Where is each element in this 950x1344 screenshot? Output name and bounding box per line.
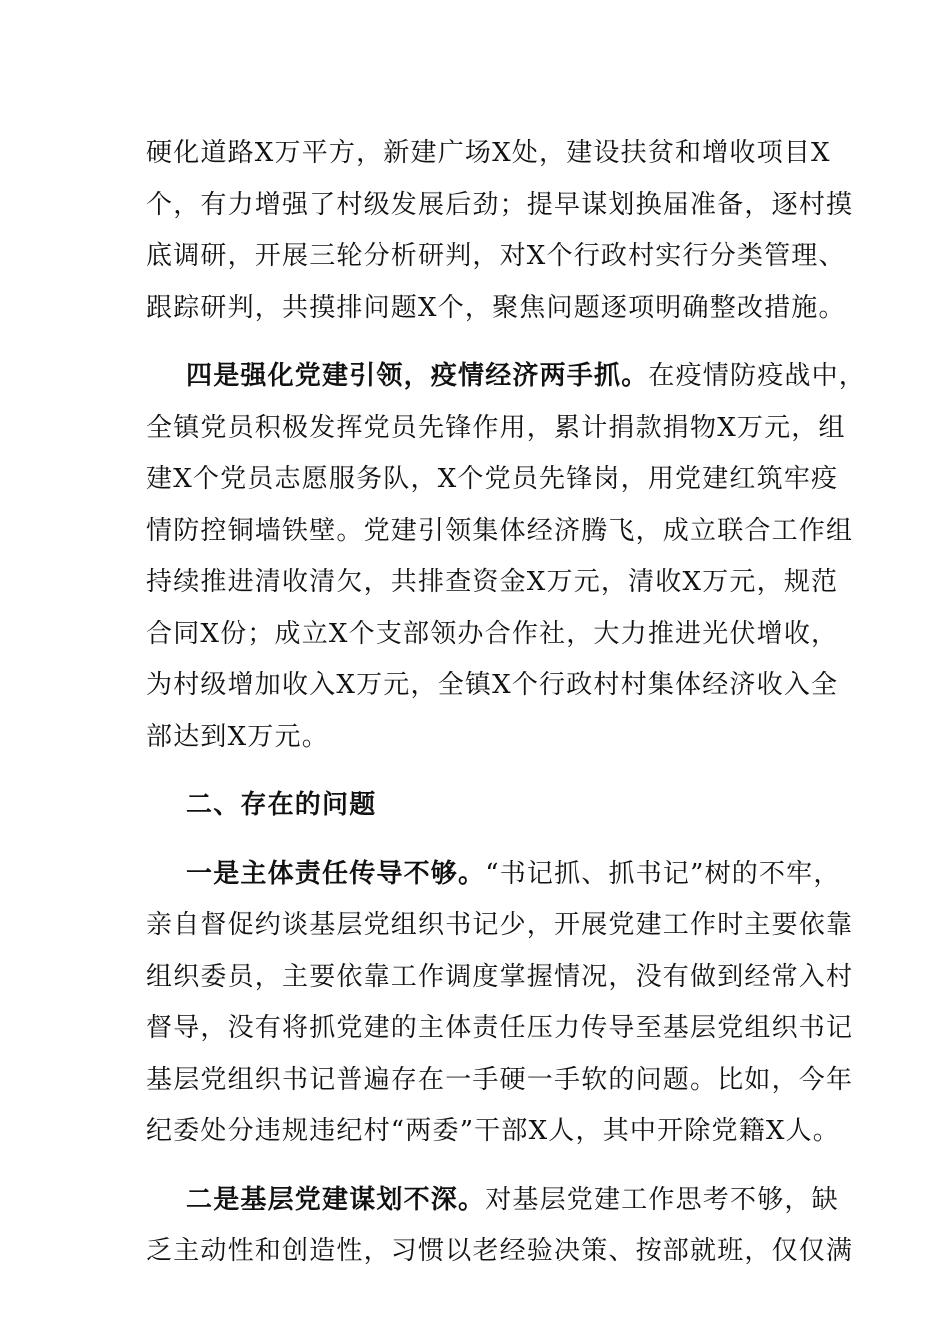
paragraph-continuation [146, 128, 854, 334]
text-line: 个，有力增强了村级发展后劲；提早谋划换届准备，逐村摸 [146, 189, 854, 220]
text-line: 持续推进清收清欠，共排查资金X万元，清收X万元，规范 [146, 567, 839, 597]
text-line: 情防控铜墙铁壁。党建引领集体经济腾飞，成立联合工作组 [146, 515, 854, 546]
document-body [146, 128, 867, 1278]
text-line: 督导，没有将抓党建的主体责任压力传导至基层党组织书记 [146, 1013, 854, 1043]
paragraph-first-line [146, 849, 841, 901]
text-line: 纪委处分违规违纪村“两委”干部X人，其中开除党籍X人。 [146, 1116, 841, 1146]
paragraph-point-two [146, 1175, 854, 1278]
text-line: 基层党组织书记普遍存在一手硬一手软的问题。比如，今年 [146, 1064, 854, 1095]
paragraph-first-line [146, 1175, 839, 1227]
text-line: 为村级增加收入X万元，全镇X个行政村村集体经济收入全 [146, 670, 839, 700]
paragraph-heading: 二是基层党建谋划不深。 [186, 1184, 486, 1215]
paragraph-point-four [146, 351, 867, 763]
text-line: 跟踪研判，共摸排问题X个，聚焦问题逐项明确整改措施。 [146, 292, 846, 323]
paragraph-heading: 四是强化党建引领，疫情经济两手抓。 [186, 361, 649, 391]
paragraph-point-one [146, 849, 854, 1158]
text-run: 在疫情防疫战中， [648, 361, 867, 391]
text-line: 底调研，开展三轮分析研判，对X个行政村实行分类管理、 [146, 241, 846, 271]
text-line: 部达到X万元。 [146, 721, 329, 752]
text-run: 对基层党建工作思考不够，缺 [485, 1184, 839, 1215]
text-line: 亲自督促约谈基层党组织书记少，开展党建工作时主要依靠 [146, 910, 854, 940]
text-run: “书记抓、抓书记”树的不牢， [485, 858, 841, 889]
text-line: 全镇党员积极发挥党员先锋作用，累计捐款捐物X万元，组 [146, 412, 846, 443]
section-title: 二、存在的问题 [186, 790, 377, 820]
text-line: 组织委员，主要依靠工作调度掌握情况，没有做到经常入村 [146, 961, 854, 992]
text-line: 建X个党员志愿服务队，X个党员先锋岗，用党建红筑牢疫 [146, 464, 839, 494]
text-line: 硬化道路X万平方，新建广场X处，建设扶贫和增收项目X [146, 138, 831, 168]
paragraph-first-line [146, 351, 867, 403]
text-line: 合同X份；成立X个支部领办合作社，大力推进光伏增收， [146, 618, 839, 649]
text-line: 乏主动性和创造性，习惯以老经验决策、按部就班，仅仅满 [146, 1236, 854, 1266]
paragraph-heading: 一是主体责任传导不够。 [186, 858, 486, 889]
